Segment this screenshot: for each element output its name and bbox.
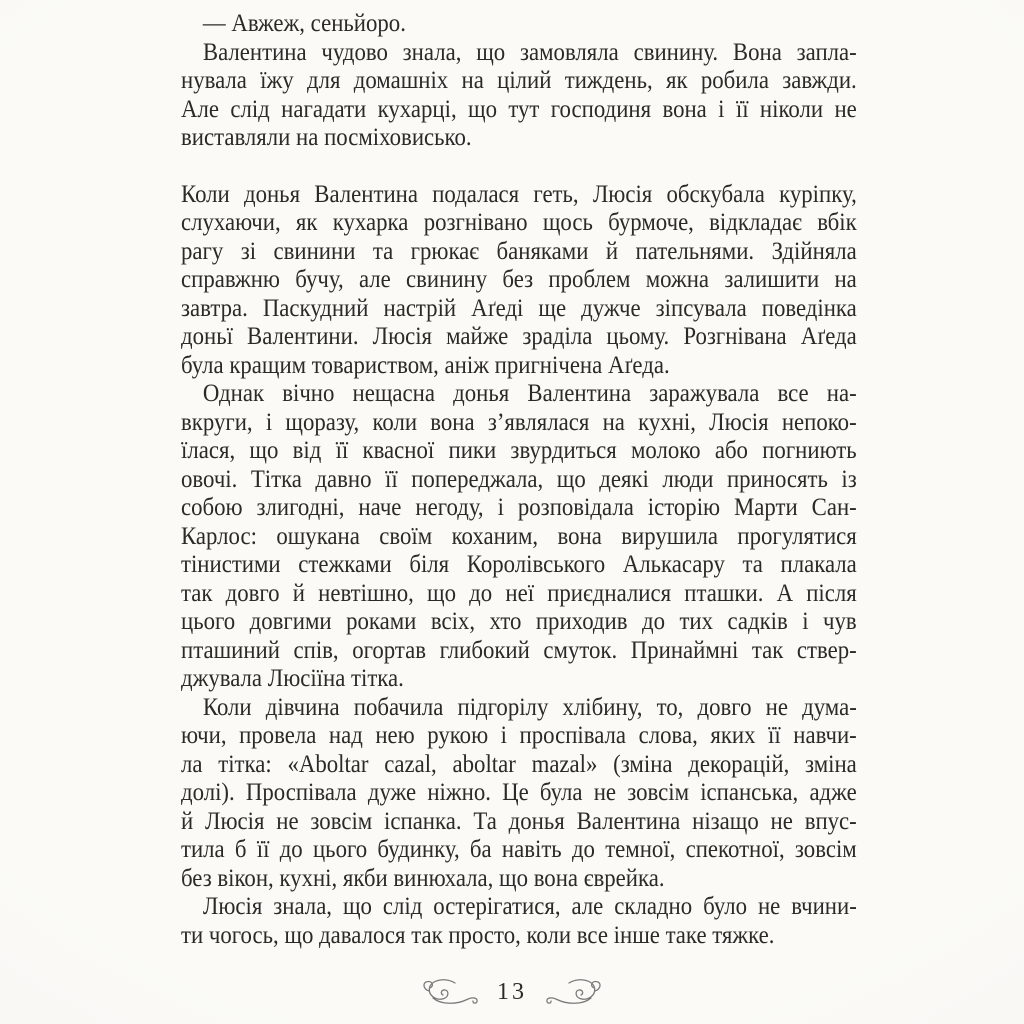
- text-line: Карлос: ошукана своїм коханим, вона вирушила прогулятися: [181, 522, 857, 550]
- text-line: й Люсія не зовсім іспанка. Та донья Валентина нізащо не впус-: [181, 807, 857, 835]
- page-number: 13: [497, 979, 527, 1005]
- text-line: ти чогось, що давалося так просто, коли все інше таке тяжке.: [181, 921, 775, 949]
- text-line: слухаючи, як кухарка розгнівано щось бурмоче, відкладає вбік: [181, 209, 857, 236]
- text-line: Однак вічно нещасна донья Валентина заражувала все на-: [202, 380, 857, 407]
- text-line: Коли донья Валентина подалася геть, Люсія обскубала куріпку,: [181, 180, 857, 208]
- text-line: їлася, що від її квасної пики звурдиться молоко або погниють: [181, 437, 857, 464]
- text-line: була кращим товариством, аніж пригнічена Аґеда.: [181, 351, 670, 379]
- text-line: тила б її до цього будинку, ба навіть до темної, спекотної, зовсім: [181, 836, 857, 863]
- text-line: — Авжеж, сеньйоро.: [202, 10, 406, 37]
- paragraph: [181, 181, 857, 381]
- text-line: собою злигодні, наче негоду, і розповідала історію Марти Сан-: [181, 494, 857, 521]
- text-line: пташиний спів, огортав глибокий смуток. Принаймні так ствер-: [181, 636, 857, 664]
- text-line: джувала Люсіїна тітка.: [181, 665, 404, 692]
- paragraph: [181, 694, 857, 894]
- text-line: доньї Валентини. Люсія майже зраділа цьому. Розгнівана Аґеда: [181, 323, 857, 350]
- text-line: Але слід нагадати кухарці, що тут господиня вона і її ніколи не: [181, 95, 857, 123]
- text-line: нувала їжу для домашніх на цілий тиждень, як робила завжди.: [181, 67, 857, 94]
- flourish-left-icon: [419, 978, 481, 1006]
- paragraph: [181, 10, 857, 39]
- text-line: долі). Проспівала дуже ніжно. Це була не зовсім іспанська, адже: [181, 779, 857, 806]
- text-line: Валентина чудово знала, що замовляла свинину. Вона запла-: [202, 38, 857, 66]
- text-line: Люсія знала, що слід остерігатися, але складно було не вчини-: [202, 893, 857, 920]
- flourish-right-icon: [543, 978, 605, 1006]
- text-line: без вікон, кухні, якби винюхала, що вона єврейка.: [181, 864, 665, 892]
- paragraph: [181, 380, 857, 694]
- text-line: ючи, провела над нею рукою і проспівала слова, яких її навчи-: [181, 722, 857, 749]
- paragraph: [181, 893, 857, 950]
- text-line: ла тітка: «Aboltar cazal, aboltar mazal» (зміна декорацій, зміна: [181, 750, 857, 778]
- text-line: справжню бучу, але свинину без проблем можна залишити на: [181, 266, 857, 293]
- text-block: [181, 10, 857, 950]
- text-line: тінистими стежками біля Королівського Алькасару та плакала: [181, 551, 857, 578]
- text-line: вкруги, і щоразу, коли вона з’являлася на кухні, Люсія непоко-: [181, 408, 857, 436]
- text-line: рагу зі свинини та грюкає баняками й пательнями. Здійняла: [181, 237, 857, 265]
- text-line: так довго й невтішно, що до неї приєдналися пташки. А після: [181, 579, 857, 607]
- text-line: виставляли на посміховисько.: [181, 124, 472, 151]
- text-line: овочі. Тітка давно її попереджала, що деякі люди приносять із: [181, 465, 857, 493]
- text-line: завтра. Паскудний настрій Аґеді ще дужче зіпсувала поведінка: [181, 294, 857, 322]
- text-line: цього довгими роками всіх, хто приходив до тих садків і чув: [181, 608, 857, 635]
- page-footer: [0, 978, 1024, 1006]
- text-line: Коли дівчина побачила підгорілу хлібину, то, довго не дума-: [202, 693, 857, 721]
- paragraph: [181, 39, 857, 153]
